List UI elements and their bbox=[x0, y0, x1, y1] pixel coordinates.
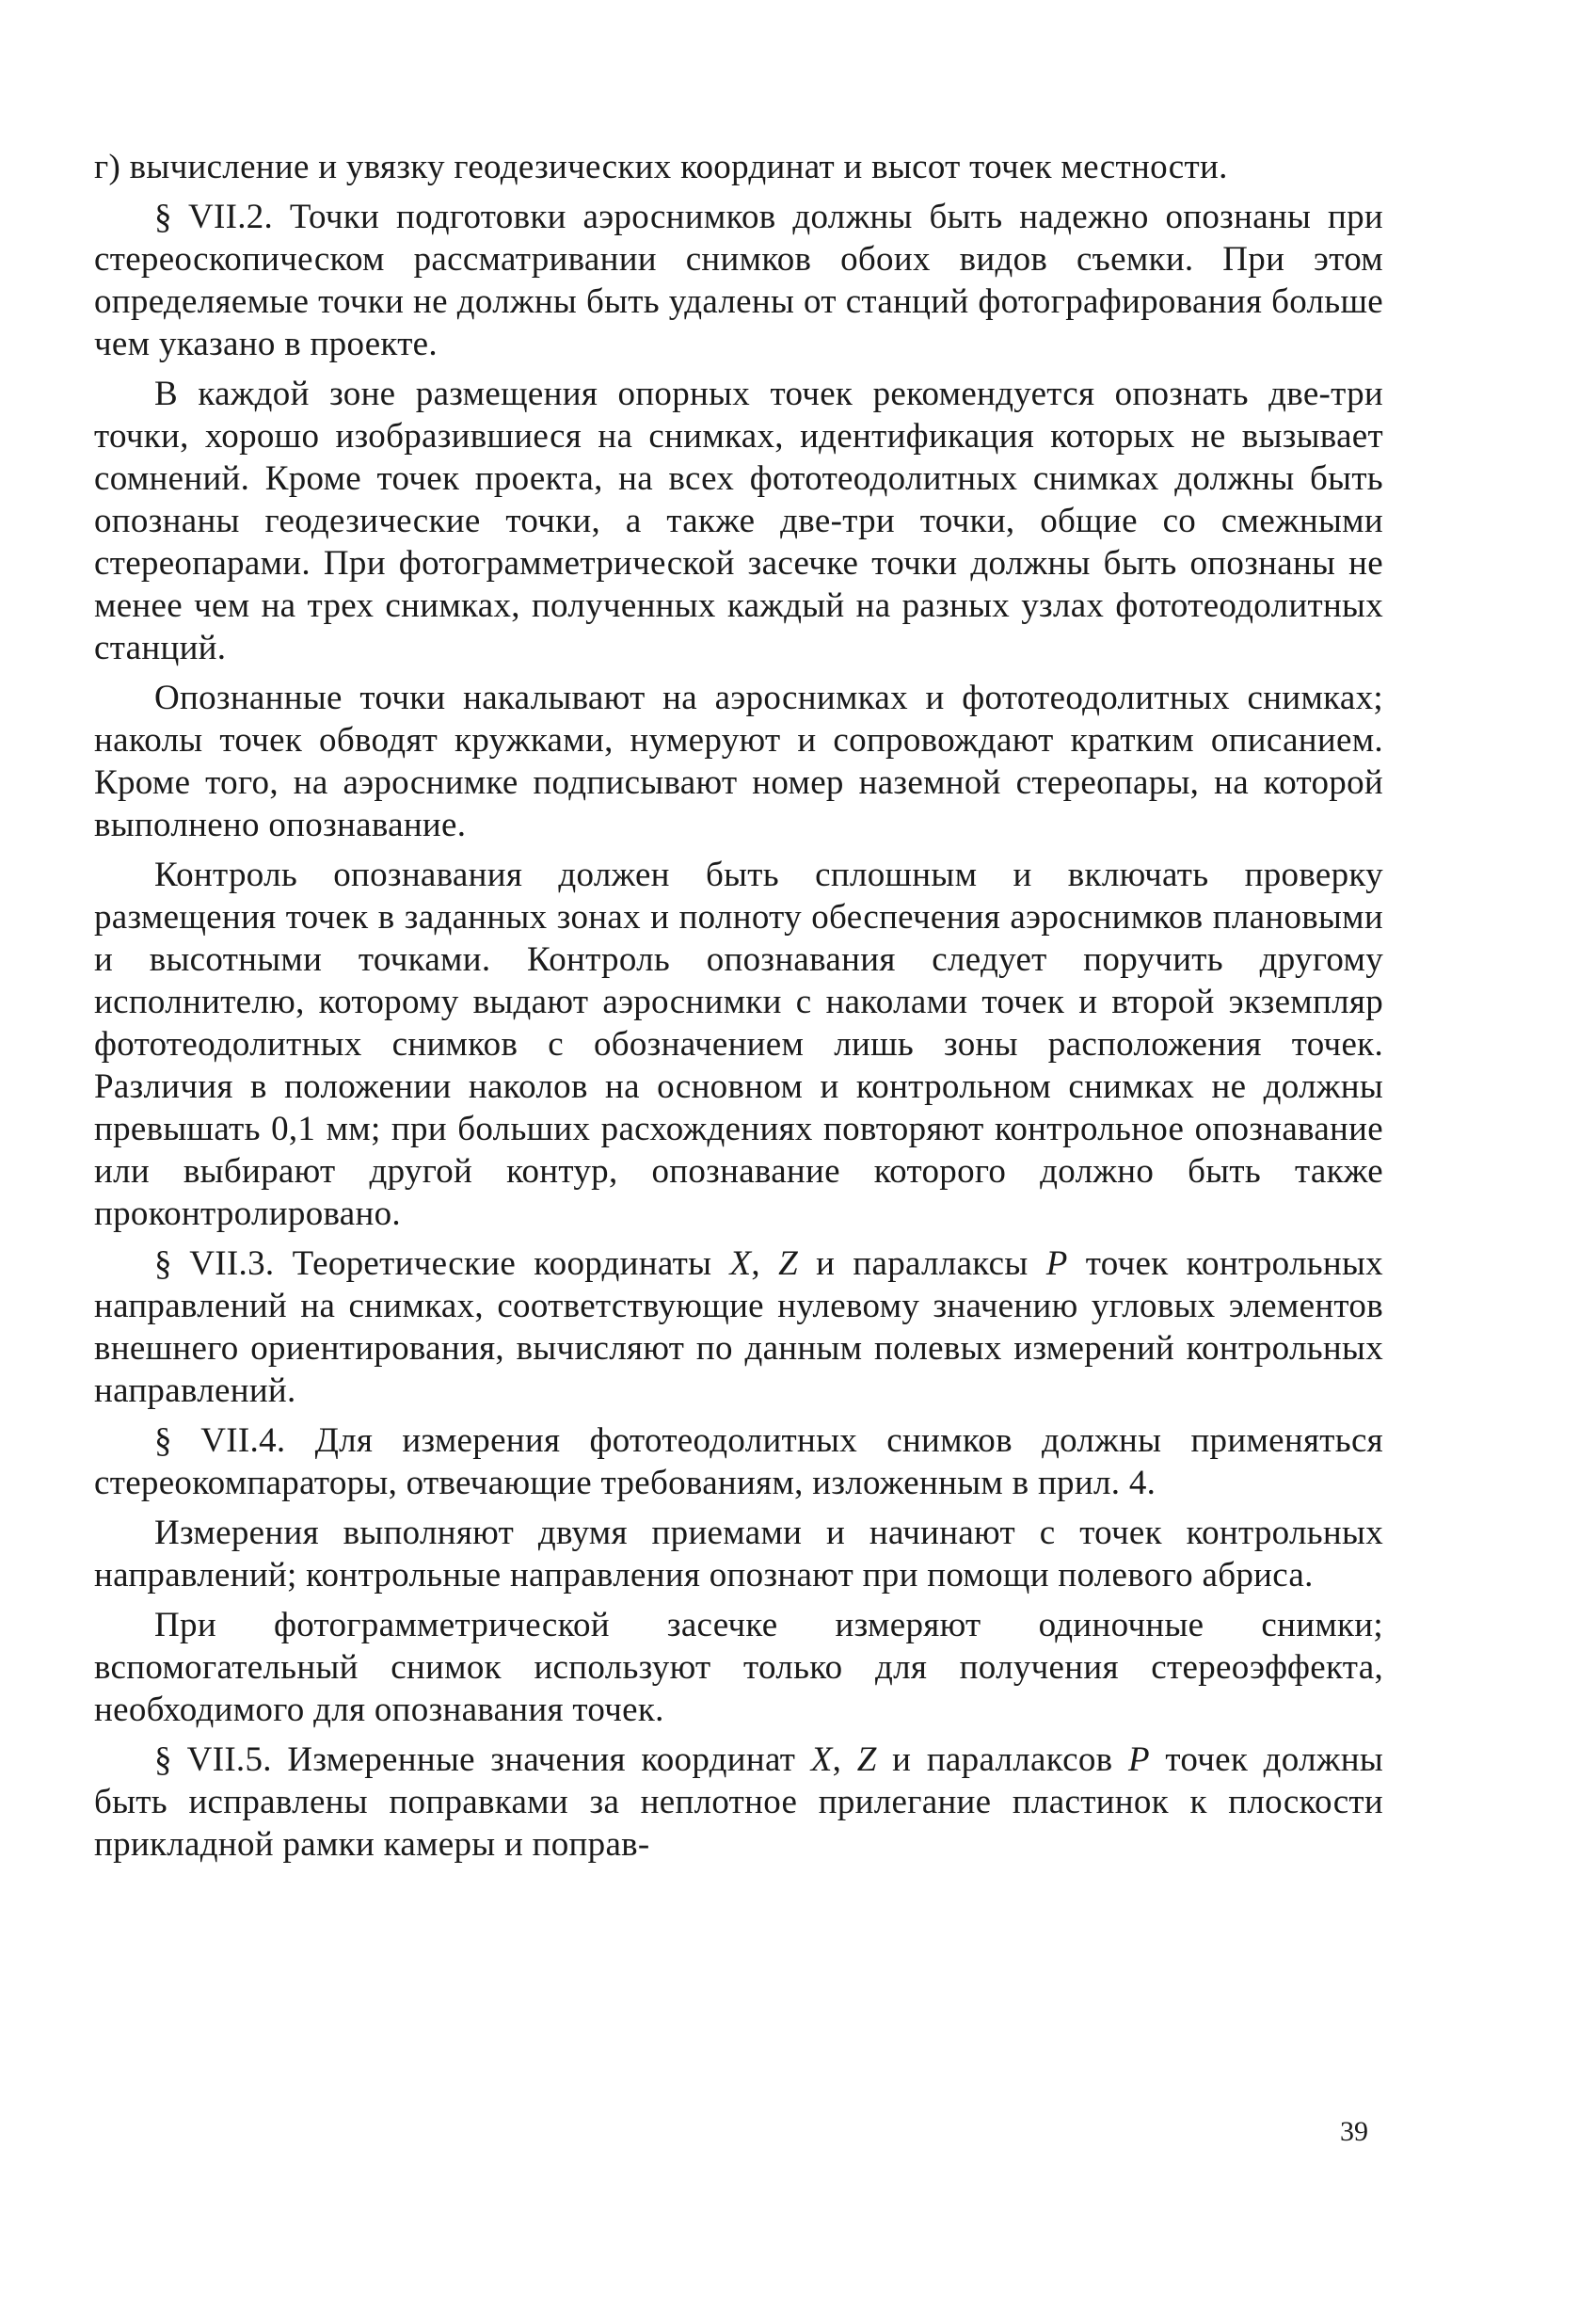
paragraph-pricking: Опознанные точки накалывают на аэроснимках и фототеодолитных снимках; наколы точек обводят кружками, нумеруют и сопровождают кратким описанием. Кроме того, на аэроснимке подписывают номер наземной стереопары, на которой выполнено опознавание. bbox=[94, 679, 1383, 844]
vii5-var-z: Z bbox=[856, 1740, 877, 1779]
paragraph-vii-5 bbox=[94, 1739, 1383, 1866]
paragraph-zones: В каждой зоне размещения опорных точек рекомендуется опознать две-три точки, хорошо изобразившиеся на снимках, идентификация которых не вызывает сомнений. Кроме точек проекта, на всех фототеодолитных снимках должны быть опознаны геодезические точки, а также две-три точки, общие со смежными стереопарами. При фотограмметрической засечке точки должны быть опознаны не менее чем на трех снимках, полученных каждый на разных узлах фототеодолитных станций. bbox=[94, 375, 1383, 667]
paragraph-vii-4: § VII.4. Для измерения фототеодолитных снимков должны применяться стереокомпараторы, отвечающие требованиям, изложенным в прил. 4. bbox=[94, 1421, 1383, 1502]
vii5-sep: , bbox=[832, 1740, 857, 1779]
vii3-var-x: X bbox=[729, 1244, 752, 1283]
paragraph-intersection: При фотограмметрической засечке измеряют одиночные снимки; вспомогательный снимок используют только для получения стереоэффекта, необходимого для опознавания точек. bbox=[94, 1606, 1383, 1729]
vii5-text-pre: § VII.5. Измеренные значения координат bbox=[154, 1740, 811, 1779]
vii5-text-mid: и параллаксов bbox=[876, 1740, 1128, 1779]
document-page bbox=[94, 146, 1383, 1873]
vii5-text-post: точек должны быть исправлены поправками за неплотное прилегание пластинок к плоскости прикладной рамки камеры и поправ- bbox=[94, 1740, 1384, 1864]
vii3-text-post: точек контрольных направлений на снимках, соответствующие нулевому значению угловых элементов внешнего ориентирования, вычисляют по данным полевых измерений контрольных направлений. bbox=[94, 1244, 1383, 1410]
vii3-var-z: Z bbox=[778, 1244, 798, 1283]
page-number: 39 bbox=[1340, 2116, 1368, 2147]
paragraph-control: Контроль опознавания должен быть сплошным и включать проверку размещения точек в заданных зонах и полноту обеспечения аэроснимков плановыми и высотными точками. Контроль опознавания следует поручить другому исполнителю, которому выдают аэроснимки с наколами точек и второй экземпляр фототеодолитных снимков с обозначением лишь зоны расположения точек. Различия в положении наколов на основном и контрольном снимках не должны превышать 0,1 мм; при больших расхождениях повторяют контрольное опознавание или выбирают другой контур, опознавание которого должно быть также проконтролировано. bbox=[94, 856, 1383, 1233]
vii3-var-p: P bbox=[1045, 1244, 1068, 1283]
paragraph-measurements: Измерения выполняют двумя приемами и начинают с точек контрольных направлений; контрольные направления опознают при помощи полевого абриса. bbox=[94, 1514, 1383, 1595]
paragraph-vii-3 bbox=[94, 1242, 1383, 1412]
paragraph-vii-2: § VII.2. Точки подготовки аэроснимков должны быть надежно опознаны при стереоскопическом рассматривании снимков обоих видов съемки. При этом определяемые точки не должны быть удалены от станций фотографирования больше чем указано в проекте. bbox=[94, 198, 1383, 363]
vii3-text-mid: и параллаксы bbox=[797, 1244, 1046, 1283]
paragraph-item-g: г) вычисление и увязку геодезических координат и высот точек местности. bbox=[94, 148, 1228, 186]
vii5-var-x: X bbox=[810, 1740, 833, 1779]
vii3-sep: , bbox=[751, 1244, 779, 1283]
vii5-var-p: P bbox=[1127, 1740, 1150, 1779]
vii3-text-pre: § VII.3. Теоретические координаты bbox=[154, 1244, 730, 1283]
